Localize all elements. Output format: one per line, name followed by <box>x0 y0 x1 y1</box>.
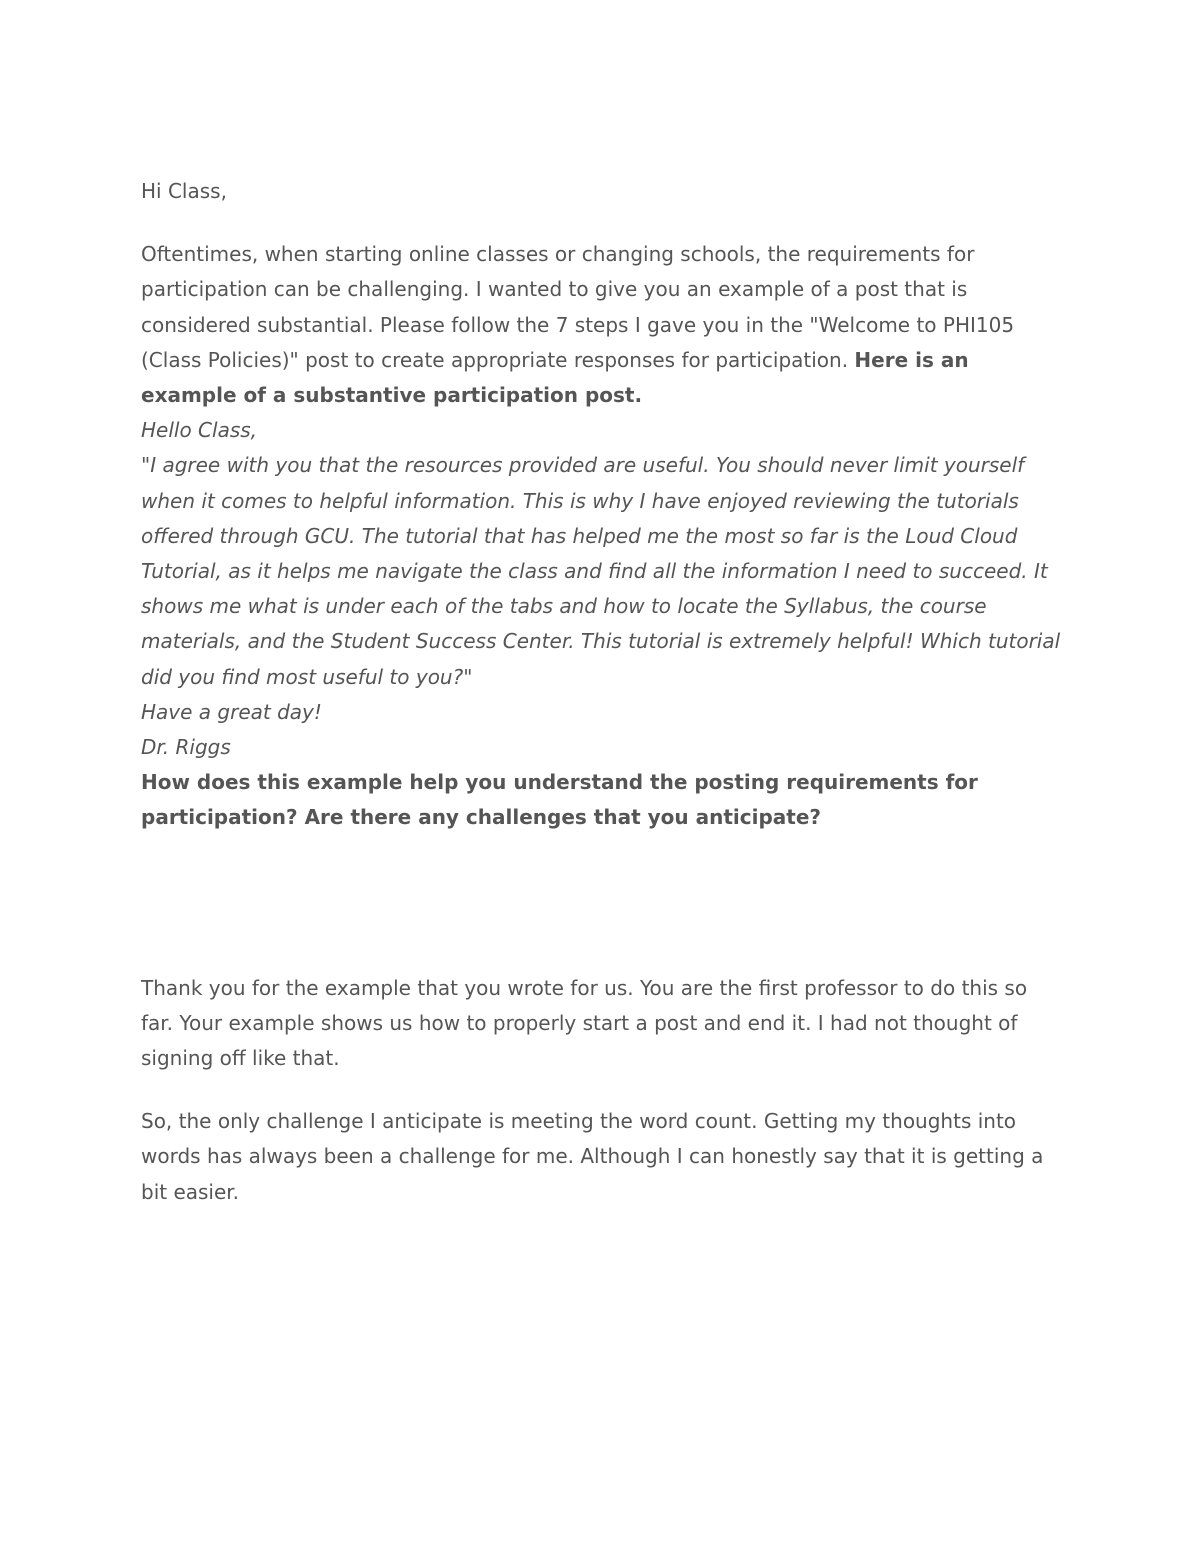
document-page <box>141 174 1061 1210</box>
example-closing: Have a great day! <box>141 699 322 724</box>
reply-paragraph-1: Thank you for the example that you wrote for us. You are the first professor to do this so far. Your example shows us how to properly start a post and end it. I had not thought of signing off like that. <box>141 975 1028 1071</box>
reply-paragraph-2: So, the only challenge I anticipate is meeting the word count. Getting my thoughts into words has always been a challenge for me. Although I can honestly say that it is getting a bit easier. <box>141 1109 1044 1204</box>
intro-bold-text: Here is an example of a substantive participation post. <box>141 347 969 408</box>
intro-text: Oftentimes, when starting online classes or changing schools, the requirements for participation can be challenging. I wanted to give you an example of a post that is considered substantial. Please follow the 7 steps I gave you in the "Welcome to PHI105 (Class Policies)" post to create appropriate responses for participation. <box>141 242 1015 372</box>
example-signature: Dr. Riggs <box>141 735 231 760</box>
intro-paragraph <box>141 237 1061 413</box>
discussion-question: How does this example help you understand the posting requirements for participation? Are there any challenges that you anticipate? <box>141 770 978 830</box>
example-body: "I agree with you that the resources provided are useful. You should never limit yourself when it comes to helpful information. This is why I have enjoyed reviewing the tutorials offered through GCU. The tutorial that has helped me the most so far is the Loud Cloud Tutorial, as it helps me navigate the class and find all the information I need to succeed. It shows me what is under each of the tabs and how to locate the Syllabus, the course materials, and the Student Success Center. This tutorial is extremely helpful! Which tutorial did you find most useful to you?" <box>141 453 1061 689</box>
greeting: Hi Class, <box>141 179 227 203</box>
spacer <box>141 1076 1061 1104</box>
spacer <box>141 209 1061 237</box>
example-greeting: Hello Class, <box>141 418 258 443</box>
spacer <box>141 836 1061 971</box>
